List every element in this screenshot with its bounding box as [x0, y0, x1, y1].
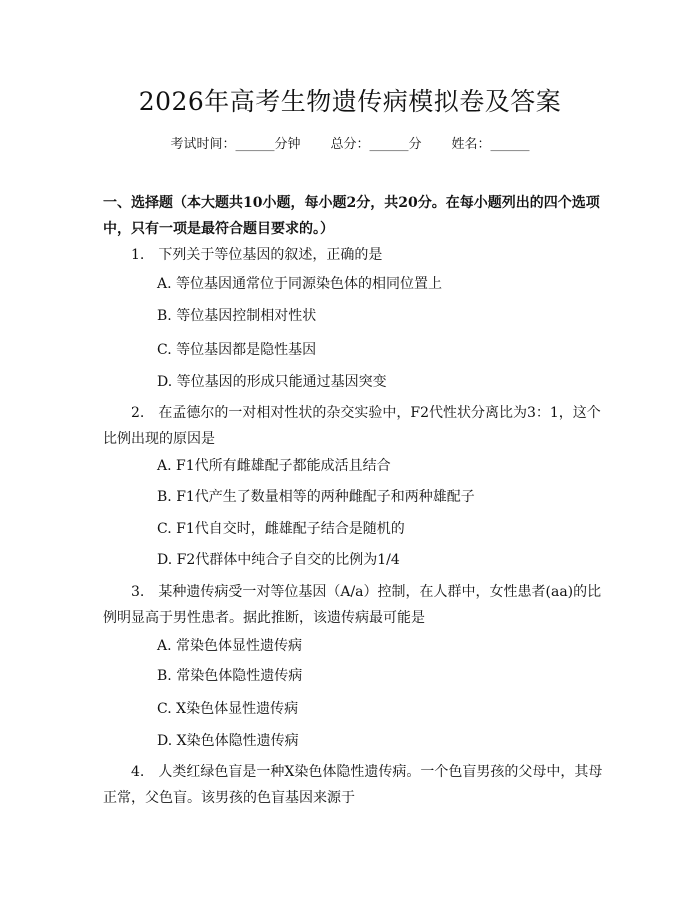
- total-score-field: 总分：______分: [330, 137, 422, 152]
- question-2-option-a: A. F1代所有雌雄配子都能成活且结合: [157, 458, 391, 474]
- question-1-option-b: B. 等位基因控制相对性状: [157, 308, 317, 324]
- question-1-stem: 1. 下列关于等位基因的叙述，正确的是: [131, 247, 383, 263]
- question-3-option-b: B. 常染色体隐性遗传病: [157, 668, 303, 684]
- question-2-option-c: C. F1代自交时，雌雄配子结合是随机的: [157, 521, 405, 537]
- question-2-option-b: B. F1代产生了数量相等的两种雌配子和两种雄配子: [157, 489, 475, 505]
- question-2-stem: 2. 在孟德尔的一对相对性状的杂交实验中，F2代性状分离比为3：1，这个比例出现的原因是: [103, 405, 601, 447]
- question-2-option-d: D. F2代群体中纯合子自交的比例为1/4: [157, 552, 400, 568]
- question-3-option-a: A. 常染色体显性遗传病: [157, 638, 303, 654]
- student-name-field: 姓名：______: [451, 137, 530, 152]
- question-1-option-c: C. 等位基因都是隐性基因: [157, 342, 317, 358]
- page-title: 2026年高考生物遗传病模拟卷及答案: [138, 87, 562, 116]
- exam-time-field: 考试时间：______分钟: [170, 137, 301, 152]
- section-heading: 一、选择题（本大题共10小题，每小题2分，共20分。在每小题列出的四个选项中，只有一项是最符合题目要求的。）: [103, 195, 600, 237]
- exam-meta: [0, 133, 700, 152]
- question-3-stem: 3. 某种遗传病受一对等位基因（A/a）控制，在人群中，女性患者(aa)的比例明显高于男性患者。据此推断，该遗传病最可能是: [103, 584, 602, 626]
- question-4-stem: 4. 人类红绿色盲是一种X染色体隐性遗传病。一个色盲男孩的父母中，其母正常，父色盲。该男孩的色盲基因来源于: [103, 764, 603, 806]
- question-3-option-d: D. X染色体隐性遗传病: [157, 733, 299, 749]
- question-3-option-c: C. X染色体显性遗传病: [157, 701, 299, 717]
- question-1-option-d: D. 等位基因的形成只能通过基因突变: [157, 374, 387, 390]
- question-1-option-a: A. 等位基因通常位于同源染色体的相同位置上: [157, 276, 443, 292]
